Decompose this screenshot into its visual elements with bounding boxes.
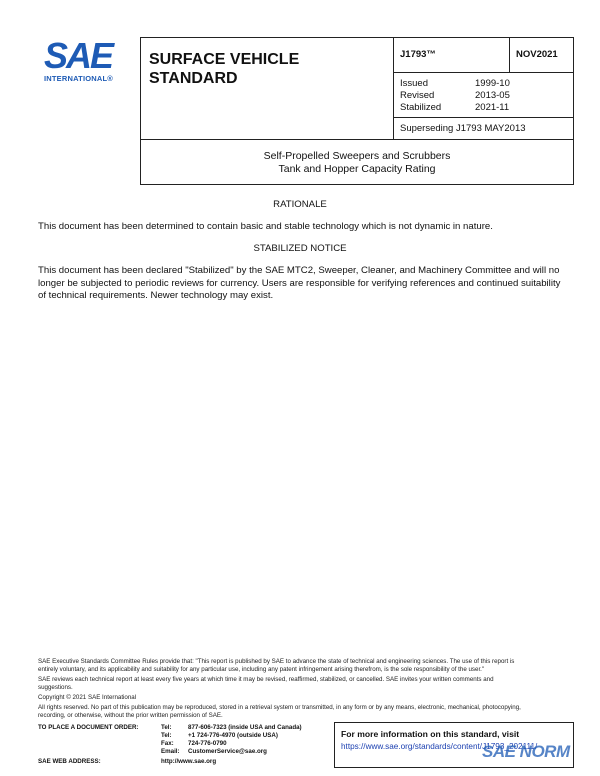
- doc-type-line2: STANDARD: [149, 70, 238, 87]
- email-label: Email:: [161, 748, 180, 755]
- revised-label: Revised: [400, 90, 435, 101]
- tel-label: Tel:: [161, 724, 172, 731]
- email-value[interactable]: CustomerService@sae.org: [188, 748, 267, 755]
- tel2-label: Tel:: [161, 732, 172, 739]
- tel2-value: +1 724-776-4970 (outside USA): [188, 732, 278, 739]
- doc-type-line1: SURFACE VEHICLE: [149, 51, 300, 68]
- stabilized-line1: This document has been declared "Stabilized" by the SAE MTC2, Sweeper, Cleaner, and Machinery Committee and will no: [38, 265, 560, 276]
- review-line2: suggestions.: [38, 684, 73, 691]
- sae-logo: [44, 35, 114, 83]
- logo-letters: SAE: [44, 35, 113, 76]
- rationale-text: This document has been determined to contain basic and stable technology which is not dynamic in nature.: [38, 221, 493, 232]
- rules-line1: SAE Executive Standards Committee Rules provide that: "This report is published by SAE to advance the state of technical and engineering sciences. The use of this report is: [38, 658, 515, 665]
- issued-label: Issued: [400, 78, 428, 89]
- info-line1: For more information on this standard, visit: [341, 729, 520, 739]
- doc-number: J1793™: [400, 49, 436, 60]
- stabilized-label: Stabilized: [400, 102, 442, 113]
- web-label: SAE WEB ADDRESS:: [38, 758, 101, 765]
- stabilized-value: 2021-11: [475, 102, 510, 113]
- divider: [393, 117, 573, 118]
- subject-line1: Self-Propelled Sweepers and Scrubbers: [263, 150, 451, 162]
- stabilized-line3: of technical requirements. Newer technology may exist.: [38, 290, 274, 301]
- info-link[interactable]: https://www.sae.org/standards/content/J1793_202111/: [341, 742, 538, 751]
- rights-line1: All rights reserved. No part of this publication may be reproduced, stored in a retrieval system or transmitted, in any form or by any means, electronic, mechanical, photocopying,: [38, 704, 521, 711]
- web-value[interactable]: http://www.sae.org: [161, 758, 217, 765]
- subject-line2: Tank and Hopper Capacity Rating: [278, 163, 436, 175]
- rights-line2: recording, or otherwise, without the prior written permission of SAE.: [38, 712, 223, 719]
- copyright: Copyright © 2021 SAE International: [38, 694, 137, 701]
- issued-value: 1999-10: [475, 78, 510, 89]
- tel-value: 877-606-7323 (inside USA and Canada): [188, 724, 302, 731]
- rationale-heading: RATIONALE: [273, 199, 327, 210]
- revised-value: 2013-05: [475, 90, 510, 101]
- order-label: TO PLACE A DOCUMENT ORDER:: [38, 724, 139, 731]
- watermark: SAE NORM: [482, 742, 570, 761]
- stabilized-line2: longer be subjected to periodic reviews for currency. Users are responsible for verifying references and continued suitability: [38, 277, 561, 289]
- logo-subtitle: INTERNATIONAL®: [44, 74, 114, 83]
- subject-box: [140, 139, 574, 185]
- doc-date: NOV2021: [516, 49, 558, 60]
- header-table: [140, 37, 574, 140]
- rules-line2: entirely voluntary, and its applicability and suitability for any particular use, including any patent infringement arising therefrom, is the sole responsibility of the user.": [38, 666, 485, 673]
- stabilized-heading: STABILIZED NOTICE: [253, 243, 347, 254]
- fax-label: Fax:: [161, 740, 174, 747]
- superseding: Superseding J1793 MAY2013: [400, 123, 526, 134]
- fax-value: 724-776-0790: [188, 740, 227, 747]
- divider: [393, 38, 394, 139]
- divider: [393, 72, 573, 73]
- divider: [509, 38, 510, 72]
- review-line1: SAE reviews each technical report at least every five years at which time it may be revised, reaffirmed, stabilized, or cancelled. SAE invites your written comments and: [38, 676, 494, 683]
